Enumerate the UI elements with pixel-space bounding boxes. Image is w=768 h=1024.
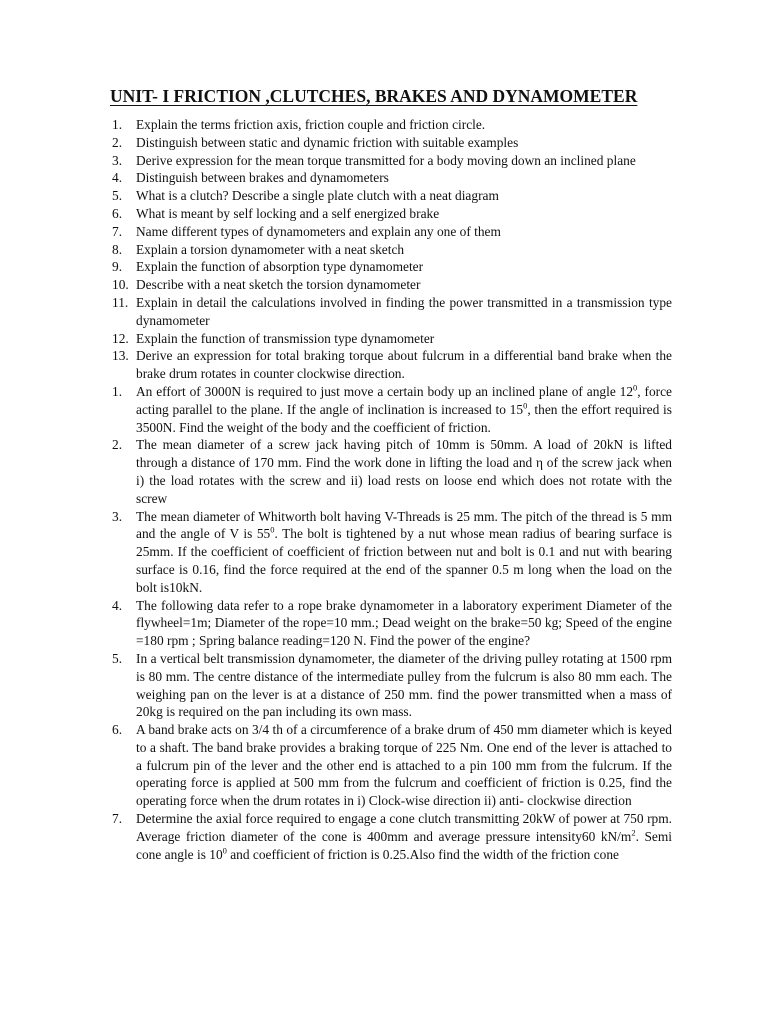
question-number: 3. [112, 152, 123, 168]
problem-number: 5. [112, 650, 123, 666]
question-number: 2. [112, 134, 123, 150]
problem [112, 597, 672, 650]
question-text: What is meant by self locking and a self energized brake [136, 205, 440, 221]
theory-question [112, 347, 672, 383]
theory-question [112, 187, 672, 205]
problem-text [136, 437, 672, 505]
problem-text [136, 509, 672, 595]
question-number: 6. [112, 205, 123, 221]
question-number: 10. [112, 277, 129, 293]
problem-text-segment: and coefficient of friction is 0.25.Also find the width of the friction cone [226, 846, 619, 862]
question-text: Derive an expression for total braking torque about fulcrum in a differential band brake when the brake drum rotates in counter clockwise direction. [136, 348, 672, 382]
question-number: 12. [112, 330, 129, 346]
theory-question [112, 169, 672, 187]
problem-text-segment: , force acting parallel to the plane. If the angle of inclination is increased to 15 [136, 383, 672, 417]
problem [112, 436, 672, 507]
question-text: Describe with a neat sketch the torsion dynamometer [136, 277, 421, 293]
problem-text [136, 598, 672, 649]
problem-number: 4. [112, 597, 123, 613]
question-text: Explain in detail the calculations involved in finding the power transmitted in a transmission type dynamometer [136, 294, 672, 328]
question-number: 13. [112, 348, 129, 364]
superscript: 0 [222, 845, 227, 856]
question-number: 11. [112, 294, 129, 310]
question-text: Derive expression for the mean torque transmitted for a body moving down an inclined plane [136, 152, 636, 168]
question-text: Explain the terms friction axis, friction couple and friction circle. [136, 117, 486, 132]
problem-text-segment: Determine the axial force required to engage a cone clutch transmitting 20kW of power at 750 rpm. Average friction diameter of the cone is 400mm and average pressure intensity60 kN/m [136, 811, 672, 844]
theory-question [112, 276, 672, 294]
problem-text-segment: , then the effort required is 3500N. Find the weight of the body and the coefficient of friction. [136, 401, 672, 435]
problem-text-segment: The following data refer to a rope brake dynamometer in a laboratory experiment Diameter of the flywheel=1m; Diameter of the rope=10 mm.; Dead weight on the brake=50 kg; Speed of the engine =180 rpm ; Spring balance reading=120 N. Find the power of the engine? [136, 597, 672, 649]
question-text: Distinguish between brakes and dynamometers [136, 170, 389, 186]
theory-question [112, 152, 672, 170]
question-number: 8. [112, 241, 123, 257]
question-list [112, 116, 672, 863]
theory-question [112, 134, 672, 152]
question-text: What is a clutch? Describe a single plate clutch with a neat diagram [136, 188, 499, 204]
theory-question [112, 241, 672, 259]
problem-text-segment: . The bolt is tightened by a nut whose mean radius of bearing surface is 25mm. If the coefficient of coefficient of friction between nut and bolt is 0.1 and nut with bearing surface is 0.16, find the force required at the end of the spanner 0.5 m long when the load on the bolt is10kN. [136, 526, 672, 595]
problem-text [136, 811, 672, 862]
problem-number: 1. [112, 383, 123, 399]
question-number: 1. [112, 117, 123, 132]
question-number: 4. [112, 170, 123, 186]
theory-question [112, 258, 672, 276]
theory-question [112, 223, 672, 241]
problem [112, 508, 672, 597]
problem-number: 2. [112, 437, 123, 453]
problem [112, 383, 672, 436]
question-text: Explain the function of absorption type dynamometer [136, 259, 424, 275]
problem-text-segment: In a vertical belt transmission dynamometer, the diameter of the driving pulley rotating at 1500 rpm is 80 mm. The centre distance of the intermediate pulley from the fulcrum is also 80 mm each. The weighing pan on the lever is at a distance of 250 mm. find the power transmitted when a mass of 20kg is required on the pan including its own mass. [136, 650, 672, 720]
problem-number: 3. [112, 508, 123, 524]
theory-question [112, 330, 672, 348]
problem-text-segment: . Semi cone angle is 10 [136, 828, 672, 862]
theory-question [112, 294, 672, 330]
problem [112, 810, 672, 863]
theory-question [112, 205, 672, 223]
problem-text [136, 384, 672, 435]
problem-text-segment: An effort of 3000N is required to just move a certain body up an inclined plane of angle 12 [136, 383, 634, 399]
superscript: 2 [631, 827, 636, 838]
problem-number: 7. [112, 811, 123, 827]
question-text: Explain a torsion dynamometer with a neat sketch [136, 241, 405, 257]
superscript: 0 [270, 524, 275, 535]
problem-text-segment: The mean diameter of a screw jack having pitch of 10mm is 50mm. A load of 20kN is lifted through a distance of 170 mm. Find the work done in lifting the load and η of the screw jack when i) the load rotates with the screw and ii) load rests on loose end which does not rotate with the screw [136, 437, 672, 506]
question-number: 5. [112, 188, 123, 204]
question-number: 7. [112, 223, 123, 239]
question-text: Name different types of dynamometers and explain any one of them [136, 223, 501, 239]
question-number: 9. [112, 259, 123, 275]
problem-text-segment: The mean diameter of Whitworth bolt having V-Threads is 25 mm. The pitch of the thread is 5 mm and the angle of V is 55 [136, 508, 672, 542]
problem-number: 6. [112, 722, 123, 738]
problem-text [136, 651, 672, 719]
question-text: Distinguish between static and dynamic friction with suitable examples [136, 134, 519, 150]
theory-question [112, 116, 672, 134]
question-text: Explain the function of transmission type dynamometer [136, 330, 435, 346]
problem-text [136, 722, 672, 808]
page-title: UNIT- I FRICTION ,CLUTCHES, BRAKES AND DYNAMOMETER [110, 86, 638, 106]
superscript: 0 [633, 382, 638, 393]
superscript: 0 [523, 400, 528, 411]
problem-text-segment: A band brake acts on 3/4 th of a circumference of a brake drum of 450 mm diameter which is keyed to a shaft. The band brake provides a braking torque of 225 Nm. One end of the lever is attached to a fulcrum pin of the lever and the other end is attached to a pin 100 mm from the fulcrum. If the operating force is applied at 500 mm from the fulcrum and coefficient of friction is 0.25, find the operating force when the drum rotates in i) Clock-wise direction ii) anti- clockwise direction [136, 722, 672, 809]
problem [112, 650, 672, 721]
problem [112, 721, 672, 810]
